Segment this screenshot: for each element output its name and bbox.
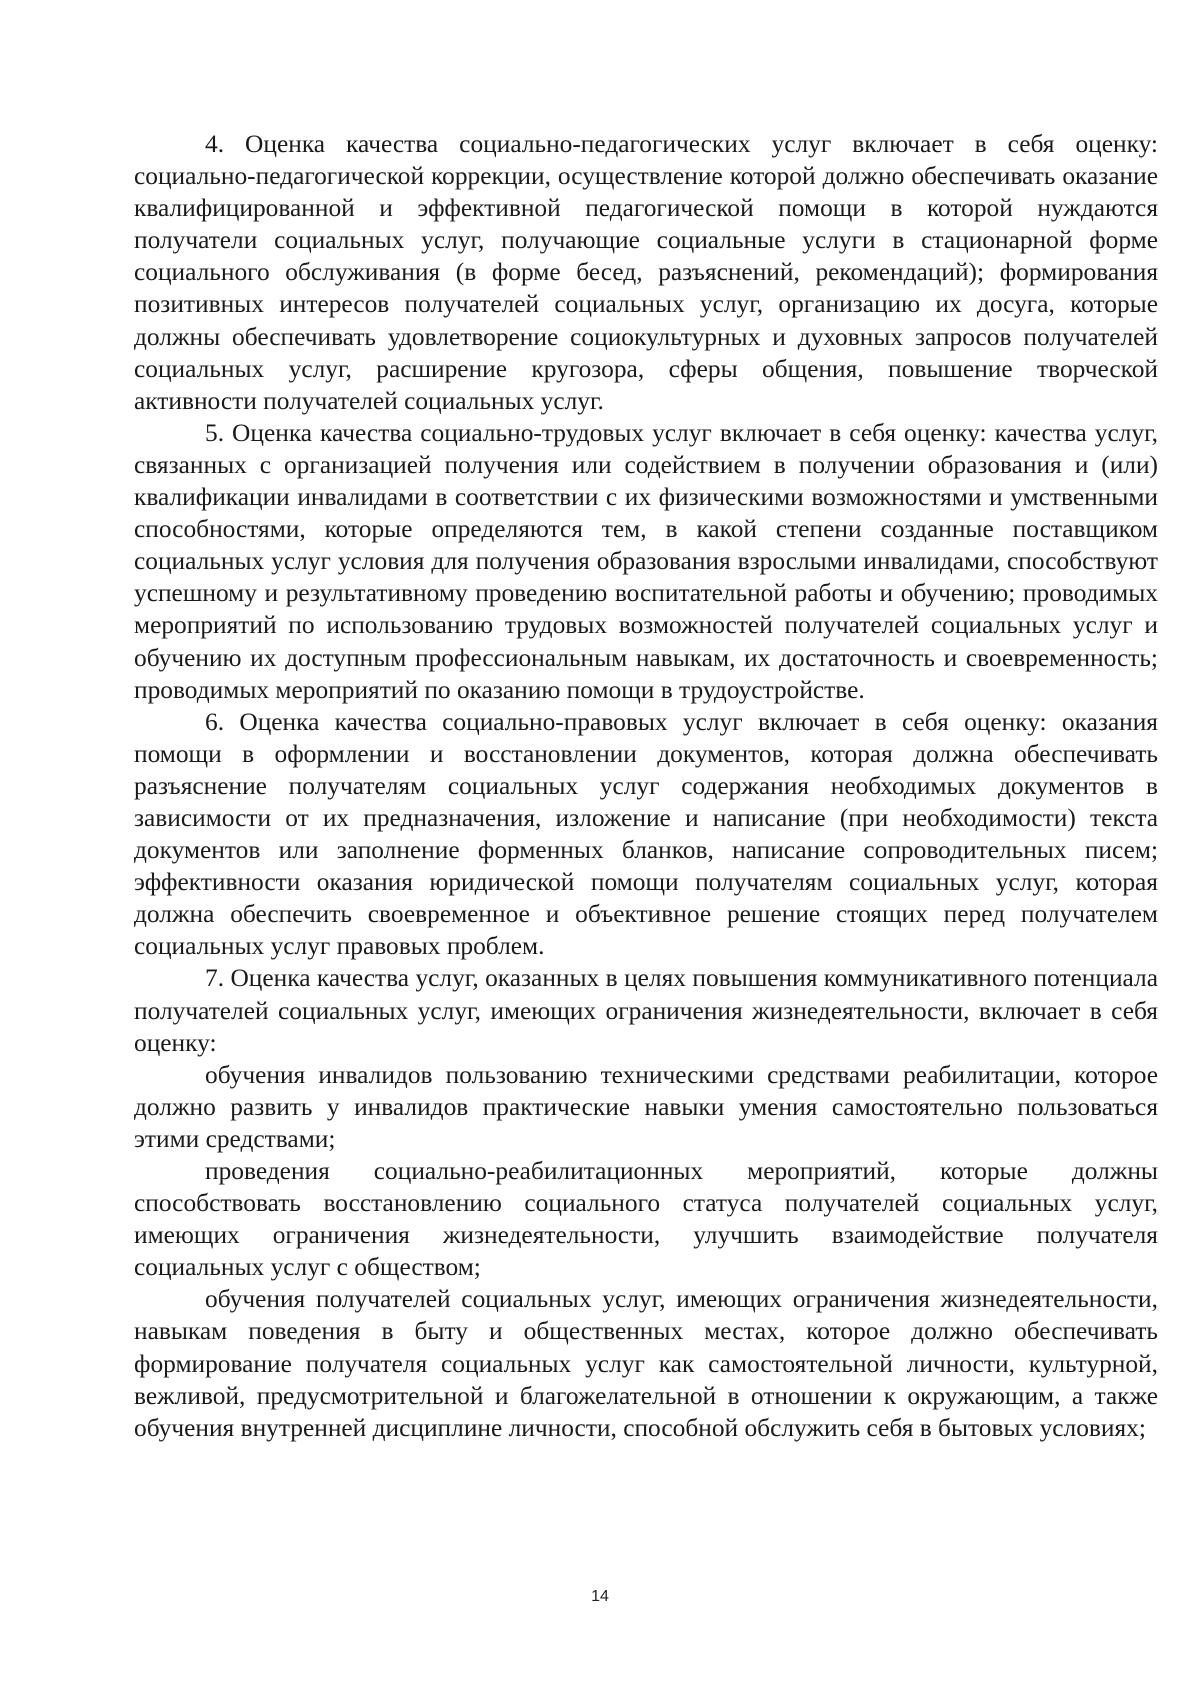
paragraph-item-7: 7. Оценка качества услуг, оказанных в целях повышения коммуникативного потенциала получателей социальных услуг, имеющих ограничения жизнедеятельности, включает в себя оценку: [134,964,1158,1057]
paragraph-training-aids: обучения инвалидов пользованию техническими средствами реабилитации, которое должно развить у инвалидов практические навыки умения самостоятельно пользоваться этими средствами; [134,1060,1158,1153]
paragraph-item-6: 6. Оценка качества социально-правовых услуг включает в себя оценку: оказания помощи в оформлении и восстановлении документов, которая должна обеспечивать разъяснение получателям социальных услуг содержания необходимых документов в зависимости от их предназначения, изложение и написание (при необходимости) текста документов или заполнение форменных бланков, написание сопроводительных писем; эффективности оказания юридической помощи получателям социальных услуг, которая должна обеспечить своевременное и объективное решение стоящих перед получателем социальных услуг правовых проблем. [134,707,1158,961]
paragraph-behavior-training: обучения получателей социальных услуг, имеющих ограничения жизнедеятельности, навыкам поведения в быту и общественных местах, которое должно обеспечивать формирование получателя социальных услуг как самостоятельной личности, культурной, вежливой, предусмотрительной и благожелательной в отношении к окружающим, а также обучения внутренней дисциплине личности, способной обслужить себя в бытовых условиях; [134,1285,1158,1442]
paragraph-rehabilitation: проведения социально-реабилитационных мероприятий, которые должны способствовать восстановлению социального статуса получателей социальных услуг, имеющих ограничения жизнедеятельности, улучшить взаимодействие получателя социальных услуг с обществом; [134,1157,1158,1282]
paragraph-item-5: 5. Оценка качества социально-трудовых услуг включает в себя оценку: качества услуг, связанных с организацией получения или содействием в получении образования и (или) квалификации инвалидами в соответствии с их физическими возможностями и умственными способностями, которые определяются тем, в какой степени созданные поставщиком социальных услуг условия для получения образования взрослыми инвалидами, способствуют успешному и результативному проведению воспитательной работы и обучению; проводимых мероприятий по использованию трудовых возможностей получателей социальных услуг и обучению их доступным профессиональным навыкам, их достаточность и своевременность; проводимых мероприятий по оказанию помощи в трудоустройстве. [134,418,1158,704]
document-body [134,128,1158,1444]
page-number: 14 [591,1588,609,1605]
paragraph-item-4: 4. Оценка качества социально-педагогических услуг включает в себя оценку: социально-педагогической коррекции, осуществление которой должно обеспечивать оказание квалифицированной и эффективной педагогической помощи в которой нуждаются получатели социальных услуг, получающие социальные услуги в стационарной форме социального обслуживания (в форме бесед, разъяснений, рекомендаций); формирования позитивных интересов получателей социальных услуг, организацию их досуга, которые должны обеспечивать удовлетворение социокультурных и духовных запросов получателей социальных услуг, расширение кругозора, сферы общения, повышение творческой активности получателей социальных услуг. [134,130,1158,415]
